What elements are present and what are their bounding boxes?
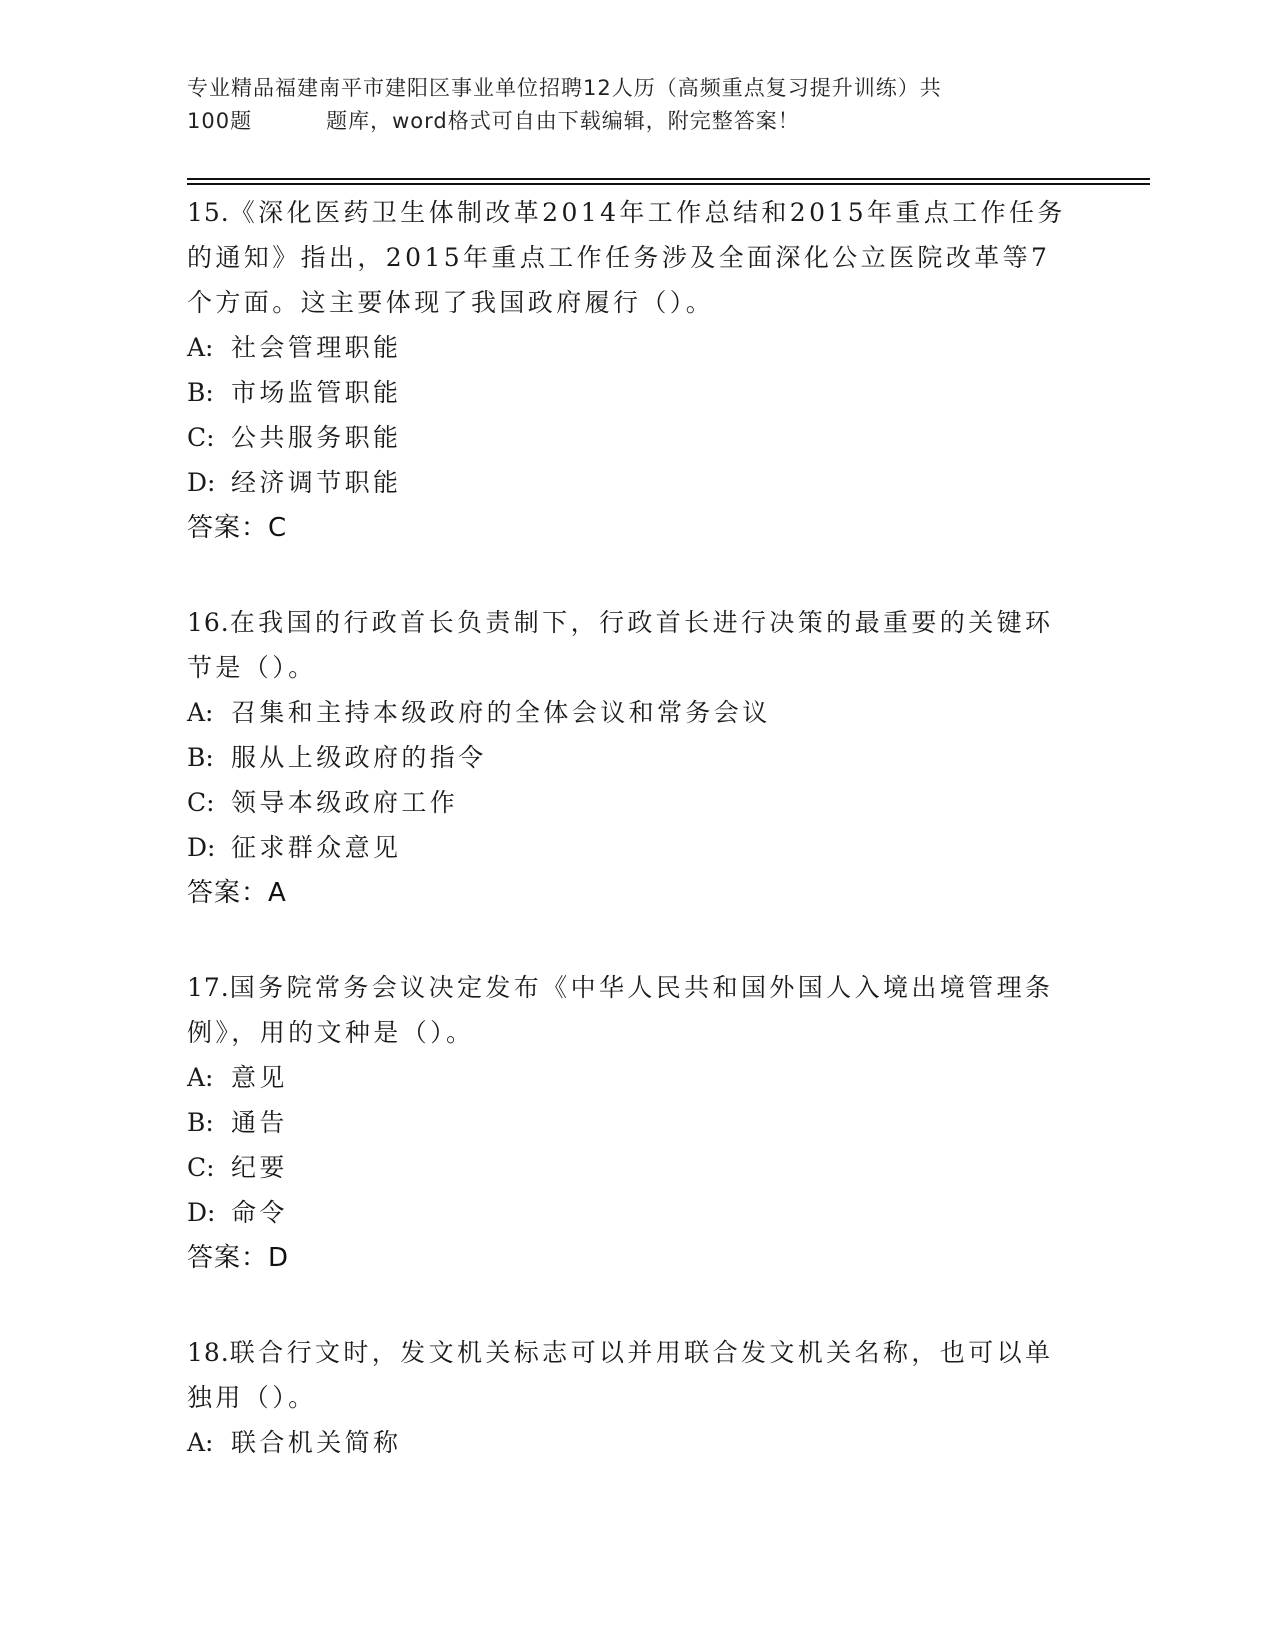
option-text: 领导本级政府工作 — [231, 788, 459, 817]
question-15 — [187, 190, 1087, 552]
question-line: 例》，用的文种是（）。 — [187, 1018, 475, 1047]
option-text: 纪要 — [231, 1153, 288, 1182]
question-16 — [187, 600, 1087, 917]
option-a — [187, 325, 1087, 370]
option-letter: A: — [187, 1063, 214, 1092]
option-text: 服从上级政府的指令 — [231, 743, 487, 772]
option-letter: A: — [187, 698, 214, 727]
option-text: 召集和主持本级政府的全体会议和常务会议 — [231, 698, 771, 727]
question-18 — [187, 1330, 1087, 1465]
option-text: 命令 — [231, 1198, 288, 1227]
question-text — [187, 600, 1087, 645]
option-text: 社会管理职能 — [231, 333, 402, 362]
question-text — [187, 1330, 1087, 1375]
option-letter: C: — [187, 1153, 215, 1182]
option-a — [187, 690, 1087, 735]
option-d — [187, 1190, 1087, 1235]
option-a — [187, 1420, 1087, 1465]
option-c — [187, 415, 1087, 460]
header-line-1: 专业精品福建南平市建阳区事业单位招聘12人历（高频重点复习提升训练）共 — [187, 76, 942, 100]
question-number: 16. — [187, 608, 230, 637]
option-b — [187, 735, 1087, 780]
option-text: 经济调节职能 — [231, 468, 402, 497]
option-a — [187, 1055, 1087, 1100]
answer-label: 答案：D — [187, 1243, 290, 1273]
option-text: 意见 — [231, 1063, 288, 1092]
option-c — [187, 1145, 1087, 1190]
question-line: 独用（）。 — [187, 1383, 317, 1412]
question-list — [187, 190, 1087, 1465]
option-text: 市场监管职能 — [231, 378, 402, 407]
option-letter: D: — [187, 1198, 216, 1227]
option-text: 征求群众意见 — [231, 833, 402, 862]
question-line: 节是（）。 — [187, 653, 317, 682]
question-line: 国务院常务会议决定发布《中华人民共和国外国人入境出境管理条 — [229, 973, 1054, 1002]
option-letter: C: — [187, 788, 215, 817]
option-b — [187, 370, 1087, 415]
question-17 — [187, 965, 1087, 1282]
document-header — [187, 72, 1087, 138]
question-line: 在我国的行政首长负责制下，行政首长进行决策的最重要的关键环 — [229, 608, 1054, 637]
answer-label: 答案：A — [187, 878, 287, 908]
option-text: 联合机关简称 — [231, 1428, 402, 1457]
answer-label: 答案：C — [187, 513, 288, 543]
header-divider-bottom — [187, 183, 1150, 185]
option-letter: A: — [187, 1428, 214, 1457]
option-letter: B: — [187, 1108, 214, 1137]
option-letter: B: — [187, 378, 214, 407]
question-line: 《深化医药卫生体制改革2014年工作总结和2015年重点工作任务 — [229, 198, 1066, 227]
question-line: 个方面。这主要体现了我国政府履行（）。 — [187, 288, 715, 317]
question-number: 15. — [187, 198, 230, 227]
option-letter: C: — [187, 423, 215, 452]
header-count: 100题 — [187, 109, 253, 133]
option-letter: D: — [187, 833, 216, 862]
option-letter: D: — [187, 468, 216, 497]
question-text — [187, 965, 1087, 1010]
option-text: 公共服务职能 — [231, 423, 402, 452]
option-d — [187, 825, 1087, 870]
option-b — [187, 1100, 1087, 1145]
question-line: 联合行文时，发文机关标志可以并用联合发文机关名称，也可以单 — [229, 1338, 1054, 1367]
option-d — [187, 460, 1087, 505]
question-text — [187, 190, 1087, 235]
option-text: 通告 — [231, 1108, 288, 1137]
question-number: 18. — [187, 1338, 230, 1367]
header-description: 题库，word格式可自由下载编辑，附完整答案！ — [326, 109, 800, 133]
option-letter: B: — [187, 743, 214, 772]
header-line-2 — [187, 105, 1087, 138]
option-c — [187, 780, 1087, 825]
question-number: 17. — [187, 973, 230, 1002]
question-line: 的通知》指出，2015年重点工作任务涉及全面深化公立医院改革等7 — [187, 243, 1051, 272]
option-letter: A: — [187, 333, 214, 362]
header-divider-top — [187, 178, 1150, 180]
